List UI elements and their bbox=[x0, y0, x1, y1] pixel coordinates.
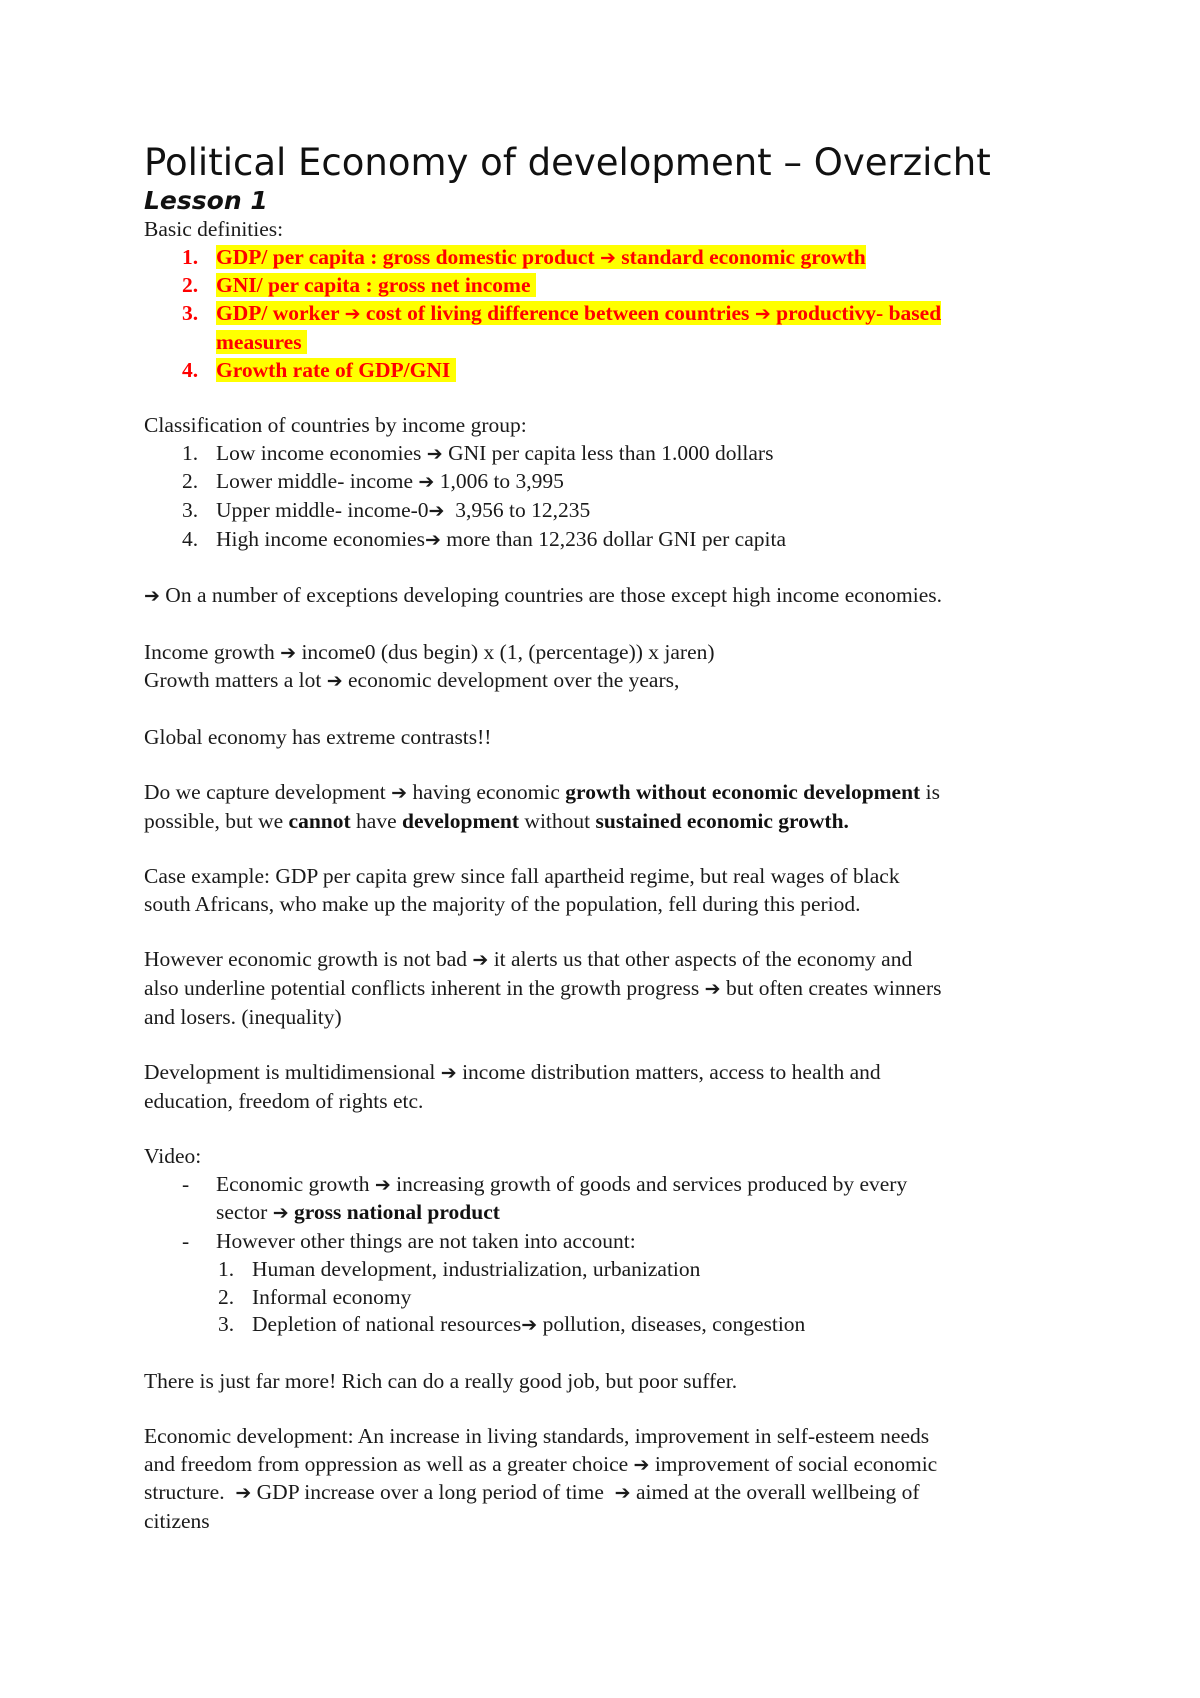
highlighted-text bbox=[216, 330, 307, 354]
item-text: High income economies bbox=[216, 526, 425, 551]
basic-definitions-list bbox=[144, 244, 1064, 385]
paragraph-text: income0 (dus begin) x (1, (percentage)) x jaren) bbox=[296, 639, 715, 664]
arrow-icon: ➔ bbox=[521, 1314, 538, 1337]
paragraph-text: is bbox=[920, 779, 940, 804]
arrow-icon: ➔ bbox=[280, 641, 297, 664]
item-text: Growth rate of GDP/GNI bbox=[216, 357, 451, 382]
paragraph-text: On a number of exceptions developing countries are those except high income economies. bbox=[159, 583, 943, 608]
spacer bbox=[144, 1115, 1064, 1143]
item-text: GNI/ per capita : gross net income bbox=[216, 273, 531, 298]
video-heading: Video: bbox=[144, 1144, 202, 1169]
arrow-icon: ➔ bbox=[235, 1482, 252, 1505]
paragraph-text: having economic bbox=[407, 779, 566, 804]
paragraph-text: and losers. (inequality) bbox=[144, 1004, 342, 1029]
paragraph-text: also underline potential conflicts inherent in the growth progress bbox=[144, 975, 705, 1000]
exceptions-paragraph bbox=[144, 582, 1064, 611]
list-item bbox=[144, 272, 1064, 300]
spacer bbox=[144, 611, 1064, 639]
paragraph-text: Do we capture development bbox=[144, 779, 392, 804]
list-item bbox=[144, 300, 1064, 356]
highlighted-text bbox=[216, 273, 536, 297]
spacer bbox=[144, 1340, 1064, 1368]
arrow-icon: ➔ bbox=[754, 303, 771, 326]
arrow-icon: ➔ bbox=[326, 670, 343, 693]
item-text: standard economic growth bbox=[615, 244, 866, 269]
bold-text: sustained economic growth. bbox=[595, 808, 849, 833]
income-growth-paragraph bbox=[144, 639, 1064, 668]
arrow-icon: ➔ bbox=[424, 528, 441, 551]
paragraph-text: without bbox=[519, 808, 596, 833]
list-number: 4. bbox=[182, 357, 199, 382]
item-text: Informal economy bbox=[252, 1284, 412, 1309]
classification-heading: Classification of countries by income group: bbox=[144, 412, 527, 437]
item-text: However other things are not taken into account: bbox=[216, 1229, 636, 1254]
paragraph-text: income distribution matters, access to health and bbox=[456, 1059, 881, 1084]
item-text: measures bbox=[216, 329, 302, 354]
video-sub-list bbox=[144, 1256, 1064, 1340]
arrow-icon: ➔ bbox=[428, 500, 445, 523]
paragraph-text: it alerts us that other aspects of the economy and bbox=[488, 947, 913, 972]
list-number: 3. bbox=[218, 1312, 235, 1337]
paragraph-text: possible, but we bbox=[144, 808, 289, 833]
item-text: pollution, diseases, congestion bbox=[537, 1312, 806, 1337]
list-number: 1. bbox=[182, 440, 199, 465]
bold-text: development bbox=[402, 808, 520, 833]
item-text: GNI per capita less than 1.000 dollars bbox=[442, 440, 774, 465]
arrow-icon: ➔ bbox=[600, 246, 616, 269]
highlighted-text bbox=[216, 245, 866, 269]
item-text: more than 12,236 dollar GNI per capita bbox=[440, 526, 786, 551]
paragraph-text: education, freedom of rights etc. bbox=[144, 1088, 424, 1113]
list-number: 2. bbox=[218, 1284, 235, 1309]
list-number: 1. bbox=[182, 244, 199, 269]
item-text: increasing growth of goods and services produced by every bbox=[390, 1171, 908, 1196]
list-item bbox=[144, 526, 1064, 555]
spacer bbox=[144, 918, 1064, 946]
list-item bbox=[144, 468, 1064, 497]
however-paragraph bbox=[144, 946, 1064, 1031]
list-dash: - bbox=[182, 1171, 190, 1196]
arrow-icon: ➔ bbox=[144, 585, 160, 608]
growth-matters-paragraph bbox=[144, 667, 1064, 696]
list-item bbox=[144, 357, 1064, 385]
item-text: cost of living difference between countries bbox=[360, 301, 755, 326]
list-item bbox=[144, 1171, 1064, 1228]
bold-text: growth without economic development bbox=[565, 779, 921, 804]
lesson-heading: Lesson 1 bbox=[144, 186, 268, 215]
arrow-icon: ➔ bbox=[614, 1482, 631, 1505]
arrow-icon: ➔ bbox=[440, 1061, 457, 1084]
paragraph-text: have bbox=[350, 808, 402, 833]
list-dash: - bbox=[182, 1229, 190, 1254]
spacer bbox=[144, 835, 1064, 863]
document-body bbox=[144, 140, 1064, 1536]
list-number: 3. bbox=[182, 301, 199, 326]
list-number: 3. bbox=[182, 498, 199, 523]
item-text: Upper middle- income-0 bbox=[216, 498, 429, 523]
item-text: productivy- based bbox=[770, 301, 942, 326]
paragraph-text: aimed at the overall wellbeing of bbox=[630, 1480, 920, 1505]
list-number: 2. bbox=[182, 273, 199, 298]
item-text: Economic growth bbox=[216, 1171, 375, 1196]
item-text: sector bbox=[216, 1200, 273, 1225]
list-item bbox=[144, 1228, 1064, 1256]
spacer bbox=[144, 1031, 1064, 1059]
paragraph-text: economic development over the years, bbox=[342, 668, 680, 693]
paragraph-text: Case example: GDP per capita grew since fall apartheid regime, but real wages of black bbox=[144, 864, 900, 889]
arrow-icon: ➔ bbox=[704, 977, 721, 1000]
item-text: 1,006 to 3,995 bbox=[434, 469, 564, 494]
item-text: Human development, industrialization, urbanization bbox=[252, 1256, 701, 1281]
arrow-icon: ➔ bbox=[344, 303, 361, 326]
list-number: 4. bbox=[182, 526, 199, 551]
case-example-paragraph bbox=[144, 863, 1064, 918]
paragraph-text: However economic growth is not bad bbox=[144, 947, 473, 972]
arrow-icon: ➔ bbox=[472, 949, 489, 972]
paragraph-text: south Africans, who make up the majority of the population, fell during this period. bbox=[144, 891, 861, 916]
global-economy-paragraph: Global economy has extreme contrasts!! bbox=[144, 724, 492, 749]
spacer bbox=[144, 1395, 1064, 1423]
highlighted-text bbox=[216, 301, 941, 325]
paragraph-text: improvement of social economic bbox=[649, 1451, 938, 1476]
item-text: Lower middle- income bbox=[216, 469, 419, 494]
paragraph-text: Growth matters a lot bbox=[144, 668, 327, 693]
list-number: 1. bbox=[218, 1256, 235, 1281]
arrow-icon: ➔ bbox=[374, 1173, 391, 1196]
item-text: GDP/ worker bbox=[216, 301, 345, 326]
classification-list bbox=[144, 440, 1064, 555]
video-list bbox=[144, 1171, 1064, 1256]
list-item bbox=[144, 497, 1064, 526]
list-item bbox=[144, 440, 1064, 469]
paragraph-text: GDP increase over a long period of time bbox=[251, 1480, 615, 1505]
highlighted-text bbox=[216, 358, 456, 382]
paragraph-text: but often creates winners bbox=[720, 975, 942, 1000]
item-text: Low income economies bbox=[216, 440, 427, 465]
spacer bbox=[144, 696, 1064, 724]
list-item bbox=[144, 1256, 1064, 1284]
arrow-icon: ➔ bbox=[633, 1453, 650, 1476]
item-text: 3,956 to 12,235 bbox=[444, 498, 591, 523]
list-item bbox=[144, 1311, 1064, 1340]
paragraph-text: Income growth bbox=[144, 639, 281, 664]
bold-text: gross national product bbox=[288, 1200, 500, 1225]
paragraph-text: citizens bbox=[144, 1509, 210, 1534]
paragraph-text: Economic development: An increase in living standards, improvement in self-esteem needs bbox=[144, 1424, 930, 1449]
list-item bbox=[144, 1284, 1064, 1312]
spacer bbox=[144, 554, 1064, 582]
list-item bbox=[144, 244, 1064, 273]
paragraph-text: and freedom from oppression as well as a greater choice bbox=[144, 1451, 634, 1476]
capture-paragraph bbox=[144, 779, 1064, 835]
arrow-icon: ➔ bbox=[391, 781, 408, 804]
list-number: 2. bbox=[182, 469, 199, 494]
multidimensional-paragraph bbox=[144, 1059, 1064, 1115]
arrow-icon: ➔ bbox=[426, 442, 443, 465]
document-title: Political Economy of development – Overzicht bbox=[144, 141, 991, 184]
paragraph-text: Development is multidimensional bbox=[144, 1059, 441, 1084]
bold-text: cannot bbox=[288, 808, 351, 833]
item-text: GDP/ per capita : gross domestic product bbox=[216, 244, 600, 269]
basic-definitions-heading: Basic definities: bbox=[144, 217, 284, 241]
item-text: Depletion of national resources bbox=[252, 1312, 522, 1337]
arrow-icon: ➔ bbox=[418, 471, 435, 494]
spacer bbox=[144, 751, 1064, 779]
paragraph-text: structure. bbox=[144, 1480, 236, 1505]
far-more-paragraph: There is just far more! Rich can do a really good job, but poor suffer. bbox=[144, 1368, 738, 1393]
spacer bbox=[144, 384, 1064, 412]
economic-development-paragraph bbox=[144, 1423, 1064, 1536]
arrow-icon: ➔ bbox=[272, 1202, 289, 1225]
